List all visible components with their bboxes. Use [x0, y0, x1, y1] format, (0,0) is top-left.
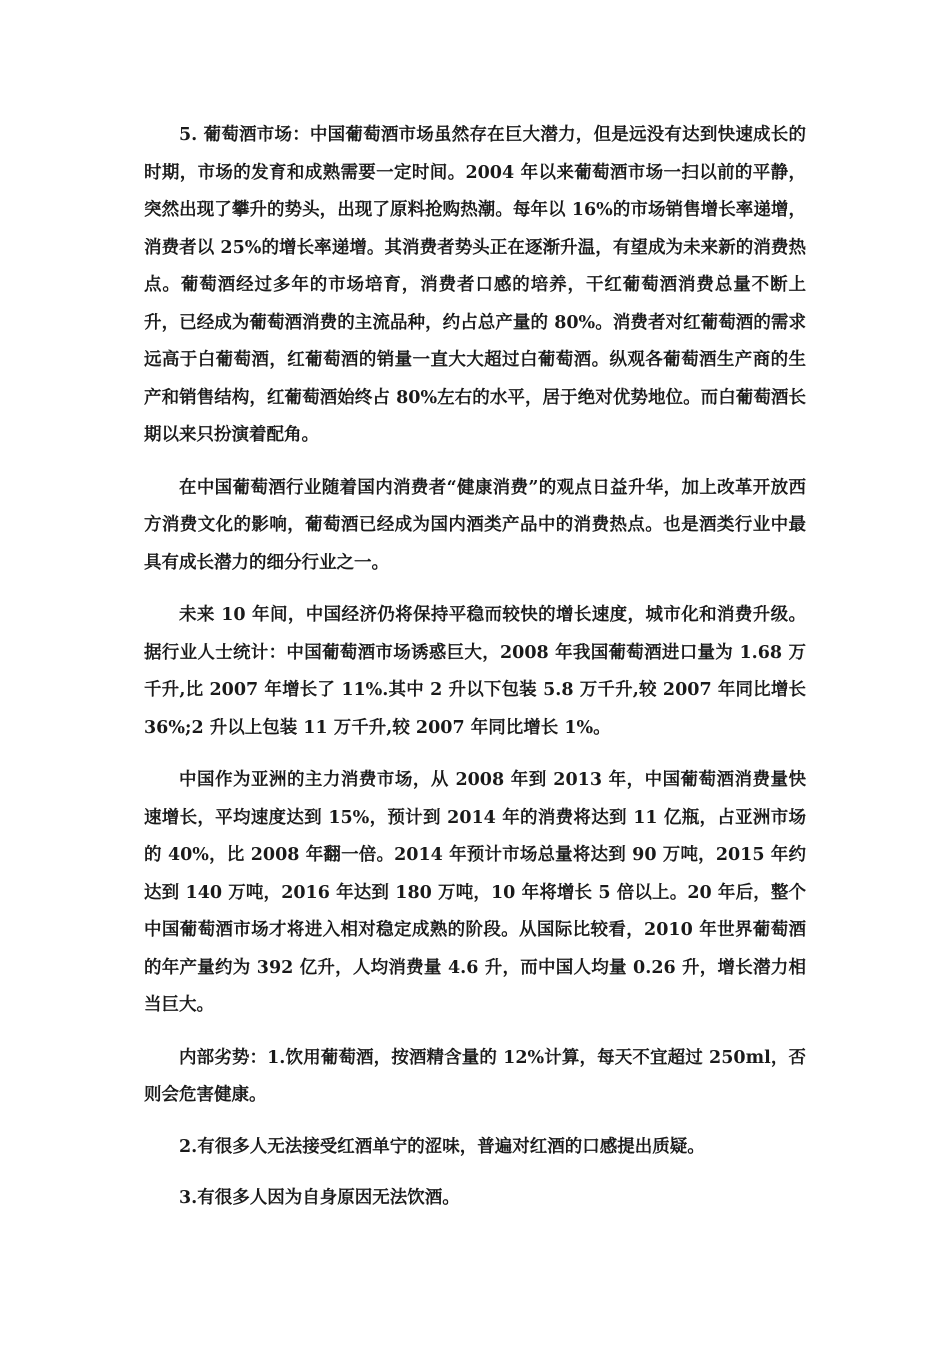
paragraph-wine-market: 5. 葡萄酒市场：中国葡萄酒市场虽然存在巨大潜力，但是远没有达到快速成长的时期，市场的发育和成熟需要一定时间。2004 年以来葡萄酒市场一扫以前的平静，突然出现了攀升的势头，出现了原料抢购热潮。每年以 16%的市场销售增长率递增，消费者以 25%的增长率递增。其消费者势头正在逐渐升温，有望成为未来新的消费热点。葡萄酒经过多年的市场培育，消费者口感的培养，干红葡萄酒消费总量不断上升，已经成为葡萄酒消费的主流品种，约占总产量的 80%。消费者对红葡萄酒的需求远高于白葡萄酒，红葡萄酒的销量一直大大超过白葡萄酒。纵观各葡萄酒生产商的生产和销售结构，红葡萄酒始终占 80%左右的水平，居于绝对优势地位。而白葡萄酒长期以来只扮演着配角。 — [144, 125, 806, 445]
paragraph-healthy-consumption: 在中国葡萄酒行业随着国内消费者“健康消费”的观点日益升华，加上改革开放西方消费文化的影响，葡萄酒已经成为国内酒类产品中的消费热点。也是酒类行业中最具有成长潜力的细分行业之一。 — [144, 477, 806, 573]
paragraph-internal-weakness-1: 内部劣势：1.饮用葡萄酒，按酒精含量的 12%计算，每天不宜超过 250ml，否则会危害健康。 — [144, 1047, 806, 1105]
paragraph-internal-weakness-2: 2.有很多人无法接受红酒单宁的涩味，普遍对红酒的口感提出质疑。 — [179, 1136, 705, 1157]
paragraph-asia-consumption: 中国作为亚洲的主力消费市场，从 2008 年到 2013 年，中国葡萄酒消费量快速增长，平均速度达到 15%，预计到 2014 年的消费将达到 11 亿瓶，占亚洲市场的 40%，比 2008 年翻一倍。2014 年预计市场总量将达到 90 万吨，2015 年约达到 140 万吨，2016 年达到 180 万吨，10 年将增长 5 倍以上。20 年后，整个中国葡萄酒市场才将进入相对稳定成熟的阶段。从国际比较看，2010 年世界葡萄酒的年产量约为 392 亿升，人均消费量 4.6 升，而中国人均量 0.26 升，增长潜力相当巨大。 — [144, 770, 806, 1015]
document-body — [144, 117, 806, 1218]
paragraph-internal-weakness-3: 3.有很多人因为自身原因无法饮酒。 — [179, 1188, 460, 1208]
paragraph-import-statistics: 未来 10 年间，中国经济仍将保持平稳而较快的增长速度，城市化和消费升级。据行业人士统计：中国葡萄酒市场诱惑巨大，2008 年我国葡萄酒进口量为 1.68 万千升,比 2007 年增长了 11%.其中 2 升以下包装 5.8 万千升,较 2007 年同比增长 36%;2 升以上包装 11 万千升,较 2007 年同比增长 1%。 — [144, 605, 806, 738]
